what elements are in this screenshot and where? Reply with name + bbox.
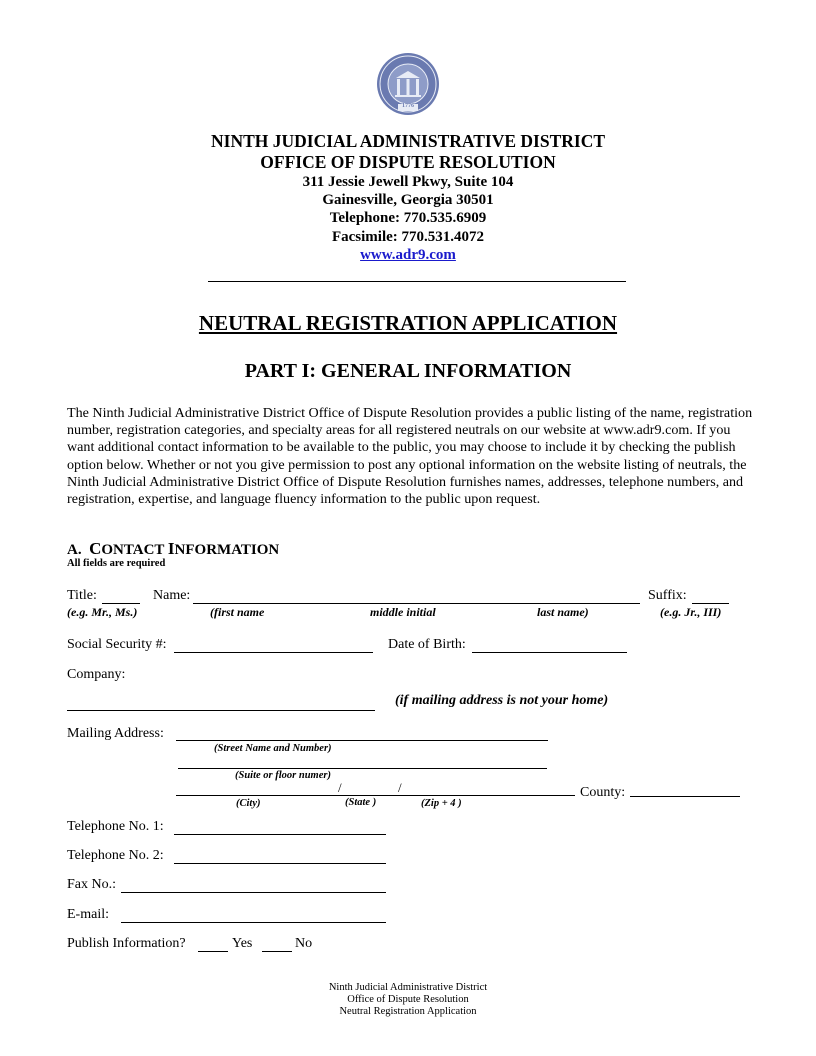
- header-divider: [208, 281, 626, 282]
- section-rest2: NFORMATION: [174, 542, 280, 558]
- email-label: E-mail:: [67, 907, 109, 922]
- email-field[interactable]: [121, 908, 386, 923]
- publish-label: Publish Information?: [67, 936, 186, 951]
- fax-field[interactable]: [121, 878, 386, 893]
- telephone1-field[interactable]: [174, 820, 386, 835]
- zip-hint: (Zip + 4 ): [421, 798, 462, 809]
- website-link[interactable]: www.adr9.com: [360, 247, 456, 263]
- zip-separator: /: [398, 780, 402, 795]
- footer-line3: Neutral Registration Application: [339, 1006, 477, 1017]
- street-hint: (Street Name and Number): [214, 743, 332, 754]
- section-rest1: ONTACT: [101, 542, 168, 558]
- county-field[interactable]: [630, 782, 740, 797]
- telephone1-label: Telephone No. 1:: [67, 819, 164, 834]
- street-field[interactable]: [176, 726, 548, 741]
- header-address2: Gainesville, Georgia 30501: [322, 192, 494, 208]
- suffix-field[interactable]: [692, 589, 729, 604]
- required-note: All fields are required: [67, 558, 166, 569]
- title-field[interactable]: [102, 589, 140, 604]
- title-label: Title:: [67, 588, 97, 603]
- header-district: NINTH JUDICIAL ADMINISTRATIVE DISTRICT: [211, 131, 605, 151]
- header-facsimile: Facsimile: 770.531.4072: [331, 229, 485, 245]
- suffix-hint: (e.g. Jr., III): [660, 605, 722, 619]
- mailing-address-label: Mailing Address:: [67, 726, 164, 741]
- telephone2-field[interactable]: [174, 849, 386, 864]
- first-name-hint: (first name: [210, 605, 265, 619]
- suite-field[interactable]: [178, 754, 547, 769]
- dob-label: Date of Birth:: [388, 637, 466, 652]
- section-letter: A.: [67, 542, 82, 558]
- suffix-label: Suffix:: [648, 588, 687, 603]
- middle-initial-hint: middle initial: [370, 605, 436, 619]
- state-hint: (State ): [345, 797, 377, 808]
- application-title: NEUTRAL REGISTRATION APPLICATION: [198, 311, 618, 335]
- company-field[interactable]: [67, 696, 375, 711]
- section-a-heading: [67, 539, 279, 559]
- ssn-field[interactable]: [174, 638, 373, 653]
- name-field[interactable]: [193, 589, 640, 604]
- section-cap-c: C: [89, 539, 102, 558]
- publish-yes-field[interactable]: [198, 937, 228, 952]
- footer-line1: Ninth Judicial Administrative District: [328, 982, 488, 993]
- header-office: OFFICE OF DISPUTE RESOLUTION: [260, 152, 556, 172]
- title-hint: (e.g. Mr., Ms.): [67, 605, 138, 619]
- name-label: Name:: [153, 588, 191, 603]
- company-note: (if mailing address is not your home): [395, 693, 609, 708]
- last-name-hint: last name): [537, 605, 589, 619]
- suite-hint: (Suite or floor numer): [235, 770, 331, 781]
- ssn-label: Social Security #:: [67, 637, 167, 652]
- city-hint: (City): [236, 798, 261, 809]
- footer-line2: Office of Dispute Resolution: [347, 994, 469, 1005]
- dob-field[interactable]: [472, 638, 627, 653]
- county-label: County:: [580, 785, 626, 800]
- company-label: Company:: [67, 667, 126, 682]
- seal-year: 1776: [402, 103, 414, 109]
- city-state-zip-field[interactable]: [176, 781, 575, 796]
- telephone2-label: Telephone No. 2:: [67, 848, 164, 863]
- state-separator: /: [338, 780, 342, 795]
- publish-no-field[interactable]: [262, 937, 292, 952]
- fax-label: Fax No.:: [67, 877, 116, 892]
- section-cap-i: I: [167, 539, 175, 558]
- publish-no-label: No: [295, 936, 313, 951]
- part-title: PART I: GENERAL INFORMATION: [244, 360, 572, 382]
- header-telephone: Telephone: 770.535.6909: [329, 210, 487, 226]
- publish-yes-label: Yes: [232, 936, 253, 951]
- intro-paragraph: The Ninth Judicial Administrative District Office of Dispute Resolution provides a public listing of the name, registration number, registration categories, and specialty areas for all registered neutrals on our website at www.adr9.com. If you want additional contact information to be available to the public, you may choose to include it by checking the publish option below. Whether or not you give permission to post any optional information on the website listing of neutrals, the Ninth Judicial Administrative District Office of Dispute Resolution furnishes names, addresses, telephone numbers, and registration, expertise, and language fluency information to the public upon request.: [67, 405, 753, 508]
- georgia-seal-icon: [376, 52, 440, 116]
- header-address1: 311 Jessie Jewell Pkwy, Suite 104: [302, 174, 514, 190]
